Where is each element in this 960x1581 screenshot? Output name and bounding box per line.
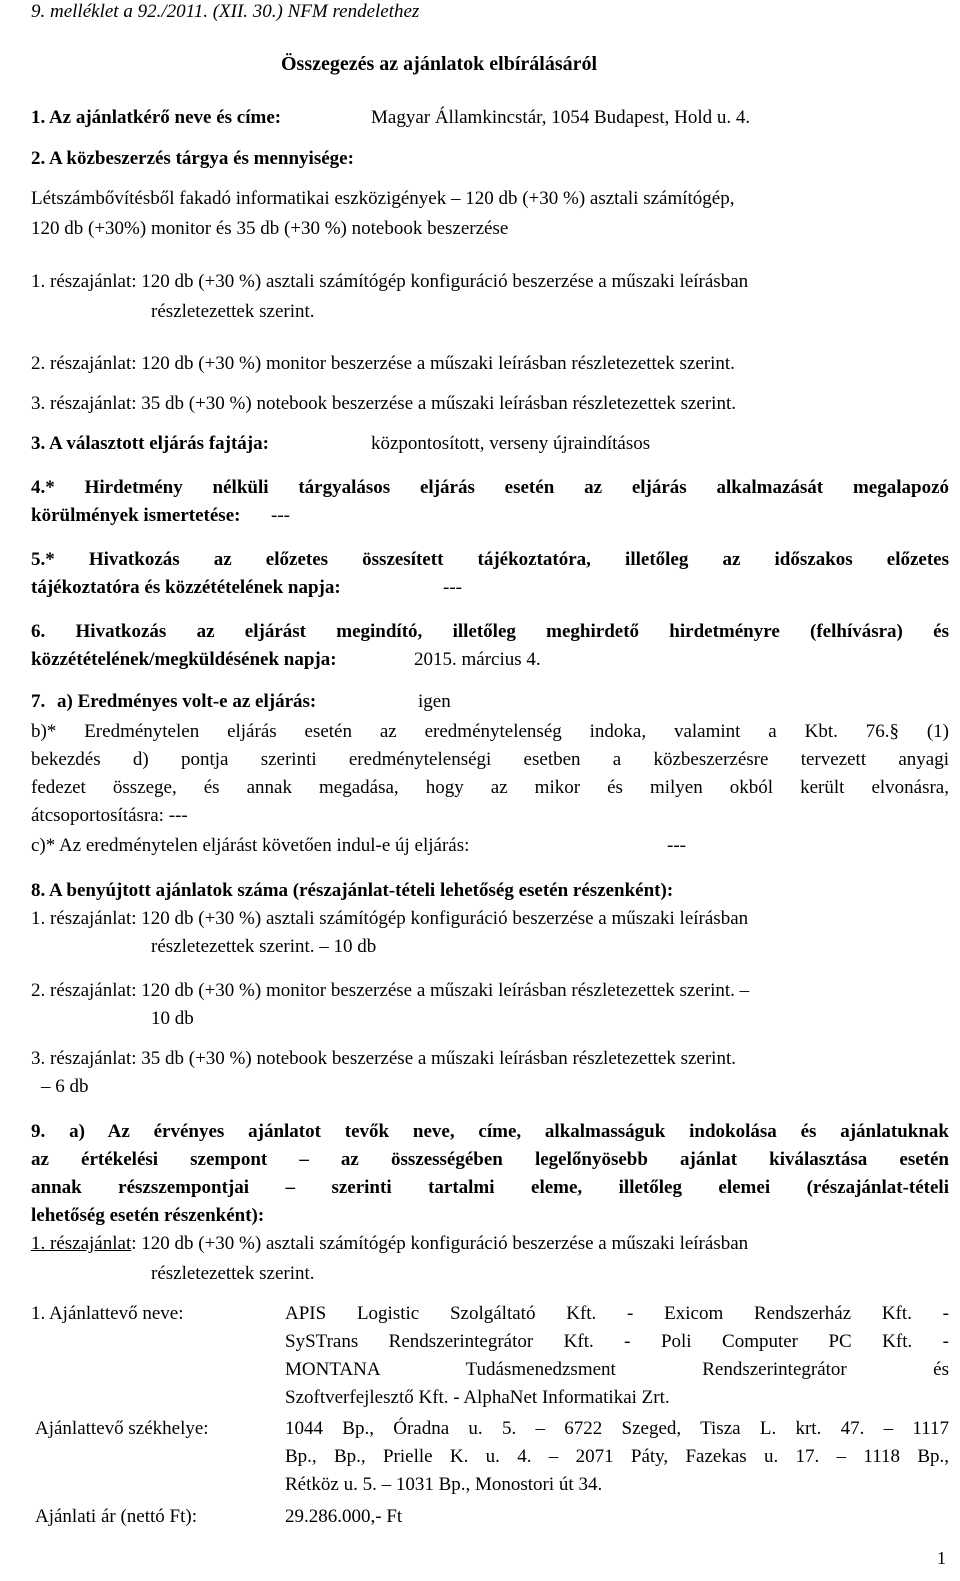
section-8-part-1-cont: részletezettek szerint. – 10 db	[151, 936, 377, 957]
section-9-line: lehetőség esetén részenként):	[31, 1205, 265, 1226]
bid-price-label: Ajánlati ár (nettó Ft):	[35, 1506, 197, 1527]
bidder-name-label: 1. Ajánlattevő neve:	[31, 1303, 184, 1324]
section-6-line: közzétételének/megküldésének napja:	[31, 649, 337, 670]
section-7b-line: b)* Eredménytelen eljárás esetén az eredménytelenség indoka, valamint a Kbt. 76.§ (1)	[31, 721, 949, 742]
section-9-part-1-text: : 120 db (+30 %) asztali számítógép konfiguráció beszerzése a műszaki leírásban	[131, 1233, 749, 1254]
section-7-number: 7.	[31, 691, 46, 712]
bidder-seat-line: Bp., Bp., Prielle K. u. 4. – 2071 Páty, Fazekas u. 17. – 1118 Bp.,	[285, 1446, 949, 1467]
section-4-value: ---	[271, 505, 290, 526]
section-9-part-1-prefix: 1. részajánlat	[31, 1233, 132, 1254]
section-1-label: 1. Az ajánlatkérő neve és címe:	[31, 107, 282, 128]
bidder-seat-label: Ajánlattevő székhelye:	[35, 1418, 209, 1439]
section-7a-value: igen	[418, 691, 451, 712]
section-8-part-2-cont: 10 db	[151, 1008, 194, 1029]
bidder-name-line: MONTANA Tudásmenedzsment Rendszerintegrátor és	[285, 1359, 949, 1380]
annex-header: 9. melléklet a 92./2011. (XII. 30.) NFM rendelethez	[31, 1, 420, 22]
section-7b-line: bekezdés d) pontja szerinti eredménytelenségi esetben a közbeszerzésre tervezett anyagi	[31, 749, 949, 770]
section-2-label: 2. A közbeszerzés tárgya és mennyisége:	[31, 148, 354, 169]
section-7c-label: c)* Az eredménytelen eljárást követően indul-e új eljárás:	[31, 835, 470, 856]
section-9-line: annak részszempontjai – szerinti tartalmi eleme, illetőleg elemei (részajánlat-tételi	[31, 1177, 949, 1198]
section-9-part-1	[31, 1232, 748, 1256]
section-3-label: 3. A választott eljárás fajtája:	[31, 433, 269, 454]
section-5-line: tájékoztatóra és közzétételének napja:	[31, 577, 341, 598]
section-5-line: 5.* Hivatkozás az előzetes összesített tájékoztatóra, illetőleg az időszakos előzetes	[31, 549, 949, 570]
section-2-part-1-cont: részletezettek szerint.	[151, 301, 315, 322]
bidder-name-line: Szoftverfejlesztő Kft. - AlphaNet Informatikai Zrt.	[285, 1387, 670, 1408]
section-6-line: 6. Hivatkozás az eljárást megindító, illetőleg meghirdető hirdetményre (felhívásra) és	[31, 621, 949, 642]
section-4-line: 4.* Hirdetmény nélküli tárgyalásos eljárás esetén az eljárás alkalmazását megalapozó	[31, 477, 949, 498]
bidder-seat-line: 1044 Bp., Óradna u. 5. – 6722 Szeged, Tisza L. krt. 47. – 1117	[285, 1418, 949, 1439]
section-8-part-3-cont: – 6 db	[41, 1076, 89, 1097]
section-4-line: körülmények ismertetése:	[31, 505, 241, 526]
section-9-line: az értékelési szempont – az összességében legelőnyösebb ajánlat kiválasztása esetén	[31, 1149, 949, 1170]
section-2-part-1: 1. részajánlat: 120 db (+30 %) asztali számítógép konfiguráció beszerzése a műszaki leírásban	[31, 271, 749, 292]
section-3-value: központosított, verseny újraindításos	[371, 433, 651, 454]
page-number: 1	[937, 1548, 946, 1568]
section-5-value: ---	[443, 577, 462, 598]
document-title: Összegezés az ajánlatok elbírálásáról	[281, 53, 598, 75]
section-8-part-2: 2. részajánlat: 120 db (+30 %) monitor beszerzése a műszaki leírásban részletezettek szerint. –	[31, 980, 750, 1001]
section-9-line: 9. a) Az érvényes ajánlatot tevők neve, címe, alkalmasságuk indokolása és ajánlatuknak	[31, 1121, 949, 1142]
section-9-part-1-cont: részletezettek szerint.	[151, 1263, 315, 1284]
bidder-seat-line: Rétköz u. 5. – 1031 Bp., Monostori út 34.	[285, 1474, 603, 1495]
section-2-part-3: 3. részajánlat: 35 db (+30 %) notebook beszerzése a műszaki leírásban részletezettek szerint.	[31, 393, 736, 414]
section-7a-label: a) Eredményes volt-e az eljárás:	[57, 691, 317, 712]
section-8-label: 8. A benyújtott ajánlatok száma (részajánlat-tételi lehetőség esetén részenként):	[31, 880, 674, 901]
section-6-value: 2015. március 4.	[414, 649, 541, 670]
bidder-name-line: SySTrans Rendszerintegrátor Kft. - Poli Computer PC Kft. -	[285, 1331, 949, 1352]
section-7c-value: ---	[667, 835, 686, 856]
section-2-desc-line: 120 db (+30%) monitor és 35 db (+30 %) notebook beszerzése	[31, 218, 509, 239]
bidder-name-line: APIS Logistic Szolgáltató Kft. - Exicom Rendszerház Kft. -	[285, 1303, 949, 1324]
section-7b-line: fedezet összege, és annak megadása, hogy az mikor és milyen okból került elvonásra,	[31, 777, 949, 798]
section-8-part-3: 3. részajánlat: 35 db (+30 %) notebook beszerzése a műszaki leírásban részletezettek szerint.	[31, 1048, 736, 1069]
section-7b-line: átcsoportosításra: ---	[31, 805, 188, 826]
section-2-part-2: 2. részajánlat: 120 db (+30 %) monitor beszerzése a műszaki leírásban részletezettek szerint.	[31, 353, 735, 374]
section-2-desc-line: Létszámbővítésből fakadó informatikai eszközigények – 120 db (+30 %) asztali számítógép,	[31, 188, 735, 209]
section-8-part-1: 1. részajánlat: 120 db (+30 %) asztali számítógép konfiguráció beszerzése a műszaki leírásban	[31, 908, 749, 929]
bid-price-value: 29.286.000,- Ft	[285, 1506, 403, 1527]
section-1-value: Magyar Államkincstár, 1054 Budapest, Hold u. 4.	[371, 107, 751, 128]
